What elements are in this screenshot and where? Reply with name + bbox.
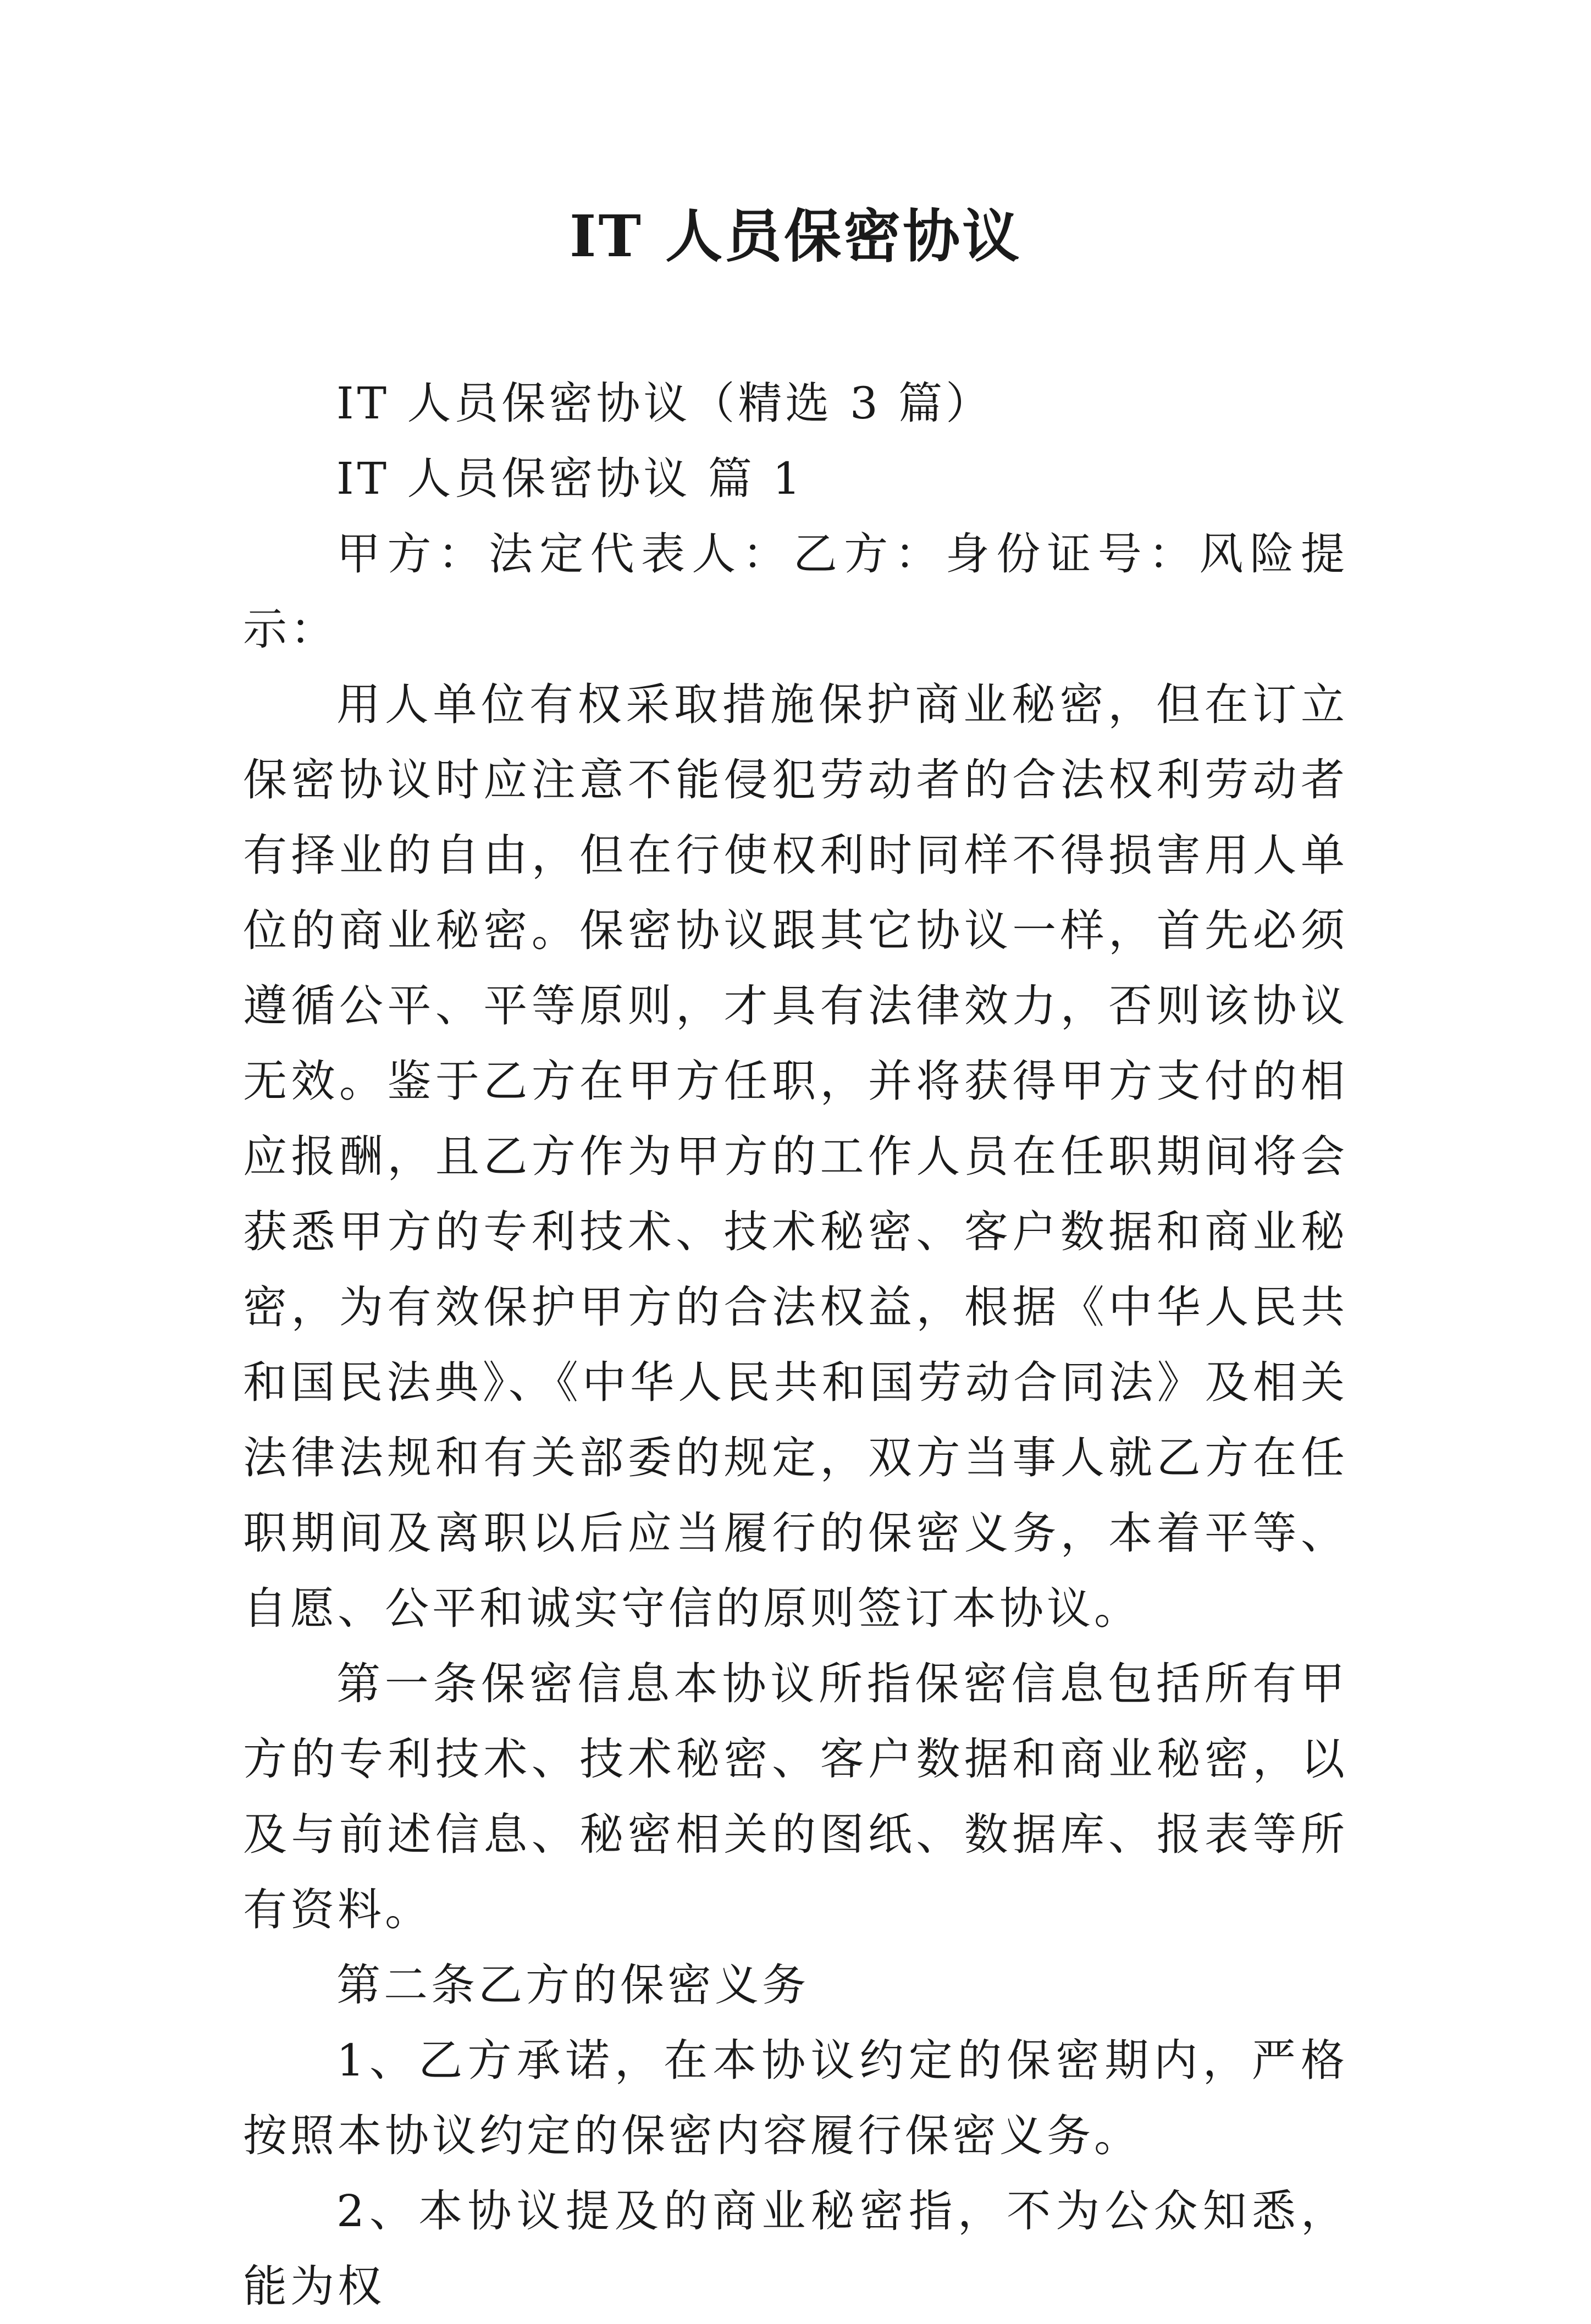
paragraph-article-1: 第一条保密信息本协议所指保密信息包括所有甲方的专利技术、技术秘密、客户数据和商业秘密，以及与前述信息、秘密相关的图纸、数据库、报表等所有资料。 bbox=[243, 1658, 1348, 1935]
paragraph-clause-1: 1、乙方承诺，在本协议约定的保密期内，严格按照本协议约定的保密内容履行保密义务。 bbox=[243, 2035, 1348, 2161]
paragraph-clause-2: 2、本协议提及的商业秘密指，不为公众知悉，能为权 bbox=[243, 2185, 1348, 2312]
paragraph-parties: 甲方：法定代表人：乙方：身份证号：风险提示： bbox=[243, 528, 1348, 655]
document-body bbox=[243, 366, 1348, 2324]
paragraph-subtitle: IT 人员保密协议（精选 3 篇） bbox=[336, 378, 993, 429]
paragraph-section-heading: IT 人员保密协议 篇 1 bbox=[336, 453, 804, 504]
document-title: IT 人员保密协议 bbox=[569, 202, 1022, 270]
paragraph-article-2-heading: 第二条乙方的保密义务 bbox=[336, 1959, 809, 2011]
paragraph-preamble: 用人单位有权采取措施保护商业秘密，但在订立保密协议时应注意不能侵犯劳动者的合法权利劳动者有择业的自由，但在行使权利时同样不得损害用人单位的商业秘密。保密协议跟其它协议一样，首先必须遵循公平、平等原则，才具有法律效力，否则该协议无效。鉴于乙方在甲方任职，并将获得甲方支付的相应报酬，且乙方作为甲方的工作人员在任职期间将会获悉甲方的专利技术、技术秘密、客户数据和商业秘密，为有效保护甲方的合法权益，根据《中华人民共和国民法典》、《中华人民共和国劳动合同法》及相关法律法规和有关部委的规定，双方当事人就乙方在任职期间及离职以后应当履行的保密义务，本着平等、自愿、公平和诚实守信的原则签订本协议。 bbox=[243, 679, 1348, 1634]
